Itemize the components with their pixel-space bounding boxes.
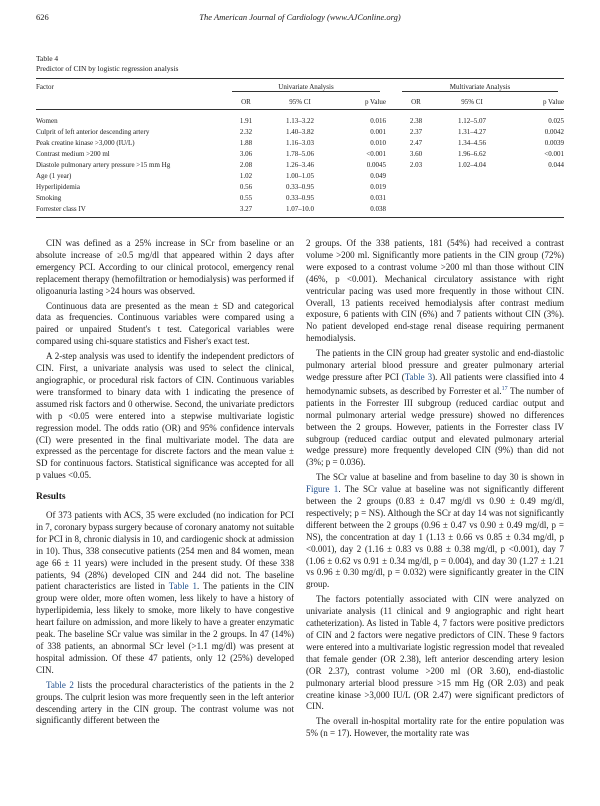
col-header: OR bbox=[396, 95, 436, 110]
table-row bbox=[36, 116, 564, 127]
table-body bbox=[36, 116, 564, 218]
value-cell: 0.001 bbox=[370, 128, 386, 136]
value-cell: 1.88 bbox=[239, 139, 253, 147]
multivariate-header: Multivariate Analysis bbox=[402, 83, 558, 92]
value-cell: <0.001 bbox=[544, 150, 564, 158]
table-row bbox=[36, 127, 564, 138]
value-cell: 0.019 bbox=[370, 183, 386, 191]
factor-cell: Culprit of left anterior descending artery bbox=[36, 128, 150, 136]
table-3-link[interactable]: Table 3 bbox=[404, 371, 433, 382]
value-cell: 1.91 bbox=[239, 117, 253, 125]
value-cell: 1.00–1.05 bbox=[286, 172, 314, 180]
factor-cell: Peak creatine kinase >3,000 (IU/L) bbox=[36, 139, 135, 147]
table-row bbox=[36, 193, 564, 204]
col-header: p Value bbox=[334, 95, 386, 110]
value-cell: 0.025 bbox=[548, 117, 564, 125]
value-cell bbox=[508, 171, 564, 182]
paragraph: CIN was defined as a 25% increase in SCr from baseline or an absolute increase of ≥0.5 mg/dl that appeared within 2 days after emergency PCI. According to our clinical protocol, emergency renal replacement therapy (hemofiltration or hemodialysis) was performed if oligoanuria lasting >24 hours was observed. bbox=[36, 238, 294, 296]
col-header: 95% CI bbox=[266, 95, 334, 110]
table-row bbox=[36, 182, 564, 193]
right-column bbox=[306, 238, 564, 798]
value-cell: <0.001 bbox=[366, 150, 386, 158]
value-cell: 0.038 bbox=[334, 204, 386, 218]
value-cell: 1.12–5.07 bbox=[458, 117, 486, 125]
value-cell: 0.010 bbox=[370, 139, 386, 147]
value-cell: 2.08 bbox=[239, 161, 253, 169]
value-cell bbox=[436, 171, 508, 182]
value-cell: 0.33–0.95 bbox=[286, 183, 314, 191]
value-cell: 2.37 bbox=[409, 128, 423, 136]
factor-cell: Forrester class IV bbox=[36, 204, 226, 218]
value-cell: 0.044 bbox=[548, 161, 564, 169]
figure-1-link[interactable]: Figure 1 bbox=[306, 484, 339, 495]
paragraph: Of 373 patients with ACS, 35 were excluded (no indication for PCI in 7, coronary bypass surgery because of coronary anatomy not suitable for PCI in 8, chronic dialysis in 10, and cardiogenic shock at admission in 10). Thus, 338 consecutive patients (254 men and 84 women, mean age 66 ± 11 years) were included in the present study. Of these 338 patients, 94 (28%) developed CIN and 244 did not. The baseline patient characteristics are listed in Table 1. The patients in the CIN group were older, more often women, less likely to have a history of hyperlipidemia, less likely to smoke, more likely to have congestive heart failure on admission, and more likely to have a greater enzymatic peak. The baseline SCr value was similar in the 2 groups. In 47 (14%) of 338 patients, an abnormal SCr level (>1.1 mg/dl) was present at hospital admission. Of these 47 patients, only 12 (25%) developed CIN. bbox=[36, 510, 294, 675]
factor-cell: Diastole pulmonary artery pressure >15 mm Hg bbox=[36, 161, 171, 169]
paragraph: The SCr value at baseline and from baseline to day 30 is shown in Figure 1. The SCr value at baseline was not significantly different between the 2 groups (0.83 ± 0.47 mg/dl vs 0.90 ± 0.49 mg/dl, respectively; p = NS). Although the SCr at day 14 was not significantly different between the 2 groups (0.96 ± 0.47 vs 0.90 ± 0.49 mg/dl, p = NS), the concentration at day 1 (1.13 ± 0.66 vs 0.85 ± 0.34 mg/dl, p <0.001), day 2 (1.16 ± 0.83 vs 0.88 ± 0.38 mg/dl, p <0.001), day 7 (1.06 ± 0.62 vs 0.91 ± 0.34 mg/dl, p = 0.004), and day 30 (1.27 ± 1.21 vs 0.96 ± 0.30 mg/dl, p = 0.032) were significantly greater in the CIN group. bbox=[306, 472, 564, 590]
table-row bbox=[36, 204, 564, 218]
paragraph: A 2-step analysis was used to identify the independent predictors of CIN. First, a univariate analysis was used to select the clinical, angiographic, or procedural risk factors of CIN. Continuous variables were transformed to binary data with 1 indicating the presence of assumed risk factors and 0 otherwise. Second, the univariate predictors with p <0.05 were entered into a stepwise multivariate logistic regression model. The odds ratio (OR) and 95% confidence intervals (CI) were presented in the final multivariate model. The data are expressed as the percentage for discrete factors and the mean value ± SD for continuous factors. Statistical significance was accepted for all p values <0.05. bbox=[36, 351, 294, 481]
value-cell: 1.96–6.62 bbox=[458, 150, 486, 158]
paragraph: The overall in-hospital mortality rate for the entire population was 5% (n = 17). However, the mortality rate was bbox=[306, 716, 564, 739]
paragraph: The factors potentially associated with CIN were analyzed on univariate analysis (11 clinical and 9 angiographic and right heart catheterization). As listed in Table 4, 7 factors were positive predictors of CIN and 2 factors were negative predictors of CIN. These 9 factors were entered into a multivariate logistic regression model that revealed that female gender (OR 2.38), left anterior descending artery lesion (OR 2.37), contrast volume >200 ml (OR 3.60), end-diastolic pulmonary arterial blood pressure >15 mm Hg (OR 2.03) and peak creatine kinase >3,000 IU/L (OR 2.47) were significant predictors of CIN. bbox=[306, 594, 564, 712]
value-cell: 0.56 bbox=[239, 183, 253, 191]
factor-cell: Contrast medium >200 ml bbox=[36, 150, 110, 158]
value-cell: 0.031 bbox=[370, 194, 386, 202]
value-cell bbox=[396, 182, 436, 193]
value-cell: 1.02–4.04 bbox=[458, 161, 486, 169]
value-cell: 1.02 bbox=[239, 172, 253, 180]
table-2-link[interactable]: Table 2 bbox=[46, 679, 74, 690]
value-cell: 3.06 bbox=[239, 150, 253, 158]
value-cell: 0.0039 bbox=[544, 139, 564, 147]
value-cell: 0.55 bbox=[239, 194, 253, 202]
value-cell: 0.016 bbox=[370, 117, 386, 125]
table-row bbox=[36, 149, 564, 160]
value-cell bbox=[436, 193, 508, 204]
value-cell: 0.049 bbox=[370, 172, 386, 180]
value-cell: 1.26–3.46 bbox=[286, 161, 314, 169]
value-cell: 2.38 bbox=[409, 117, 423, 125]
factor-cell: Hyperlipidemia bbox=[36, 183, 80, 191]
factor-header: Factor bbox=[36, 79, 226, 96]
factor-cell: Age (1 year) bbox=[36, 172, 72, 180]
col-header: p Value bbox=[508, 95, 564, 110]
left-column bbox=[36, 238, 294, 798]
table-label: Table 4 bbox=[36, 54, 59, 63]
value-cell: 1.16–3.03 bbox=[286, 139, 314, 147]
results-heading: Results bbox=[36, 492, 66, 503]
table-row bbox=[36, 138, 564, 149]
value-cell: 1.40–3.82 bbox=[286, 128, 314, 136]
value-cell: 2.47 bbox=[409, 139, 423, 147]
value-cell bbox=[396, 204, 436, 218]
table-4-ref: Table 4 bbox=[410, 618, 438, 629]
value-cell: 0.0045 bbox=[366, 161, 386, 169]
factor-cell: Smoking bbox=[36, 194, 62, 202]
journal-title: The American Journal of Cardiology (www.AJConline.org) bbox=[199, 12, 401, 22]
value-cell: 2.32 bbox=[239, 128, 253, 136]
value-cell: 3.27 bbox=[226, 204, 266, 218]
paragraph: 2 groups. Of the 338 patients, 181 (54%) had received a contrast volume >200 ml. Significantly more patients in the CIN group (72%) were exposed to a contrast volume >200 ml than those without CIN (46%, p <0.001). Mechanical circulatory assistance with right ventricular pacing was used more frequently in those without CIN. Overall, 13 patients received hemodialysis after contrast medium exposure, 6 patients with CIN (6%) and 7 patients without CIN (3%). No patient developed end-stage renal disease requiring permanent hemodialysis. bbox=[306, 238, 564, 344]
univariate-header: Univariate Analysis bbox=[232, 83, 380, 92]
value-cell: 0.33–0.95 bbox=[286, 194, 314, 202]
value-cell: 1.31–4.27 bbox=[458, 128, 486, 136]
factor-cell: Women bbox=[36, 117, 58, 125]
paragraph: The patients in the CIN group had greater systolic and end-diastolic pulmonary arterial blood pressure and greater pulmonary arterial wedge pressure after PCI (Table 3). All patients were classified into 4 hemodynamic subsets, as described by Forrester et al.$^{17}$ The number of patients in the Forrester III subgroup (reduced cardiac output and normal pulmonary arterial wedge pressure) showed no differences between the 2 groups. However, patients in the Forrester class IV subgroup (reduced cardiac output and elevated pulmonary arterial wedge pressure) more frequently developed CIN (9%) than did not (3%; p = 0.036). bbox=[306, 348, 564, 468]
value-cell: 1.07–10.0 bbox=[266, 204, 334, 218]
value-cell: 1.78–5.06 bbox=[286, 150, 314, 158]
value-cell bbox=[396, 171, 436, 182]
reference-17-link[interactable]: 17 bbox=[501, 385, 508, 392]
value-cell bbox=[508, 193, 564, 204]
value-cell bbox=[436, 204, 508, 218]
table-1-link[interactable]: Table 1 bbox=[168, 581, 197, 592]
value-cell: 0.0042 bbox=[544, 128, 564, 136]
table-row bbox=[36, 160, 564, 171]
value-cell bbox=[436, 182, 508, 193]
value-cell: 1.13–3.22 bbox=[286, 117, 314, 125]
value-cell bbox=[508, 204, 564, 218]
table-caption: Predictor of CIN by logistic regression analysis bbox=[36, 64, 179, 73]
page-number: 626 bbox=[36, 12, 49, 22]
col-header: OR bbox=[226, 95, 266, 110]
value-cell bbox=[508, 182, 564, 193]
table-caption-block bbox=[36, 54, 178, 74]
value-cell: 1.34–4.56 bbox=[458, 139, 486, 147]
predictor-table bbox=[36, 78, 564, 218]
col-header: 95% CI bbox=[436, 95, 508, 110]
paragraph: Continuous data are presented as the mean ± SD and categorical data as frequencies. Continuous variables were compared using a paired or unpaired Student's t test. Categorical variables were compared using chi-square statistics and Fisher's exact test. bbox=[36, 300, 294, 347]
value-cell: 2.03 bbox=[409, 161, 423, 169]
paragraph: Table 2 lists the procedural characteristics of the patients in the 2 groups. The culprit lesion was more frequently seen in the left anterior descending artery in the CIN group. The contrast volume was not significantly different between the bbox=[36, 679, 294, 726]
value-cell: 3.60 bbox=[409, 150, 423, 158]
table-row bbox=[36, 171, 564, 182]
value-cell bbox=[396, 193, 436, 204]
